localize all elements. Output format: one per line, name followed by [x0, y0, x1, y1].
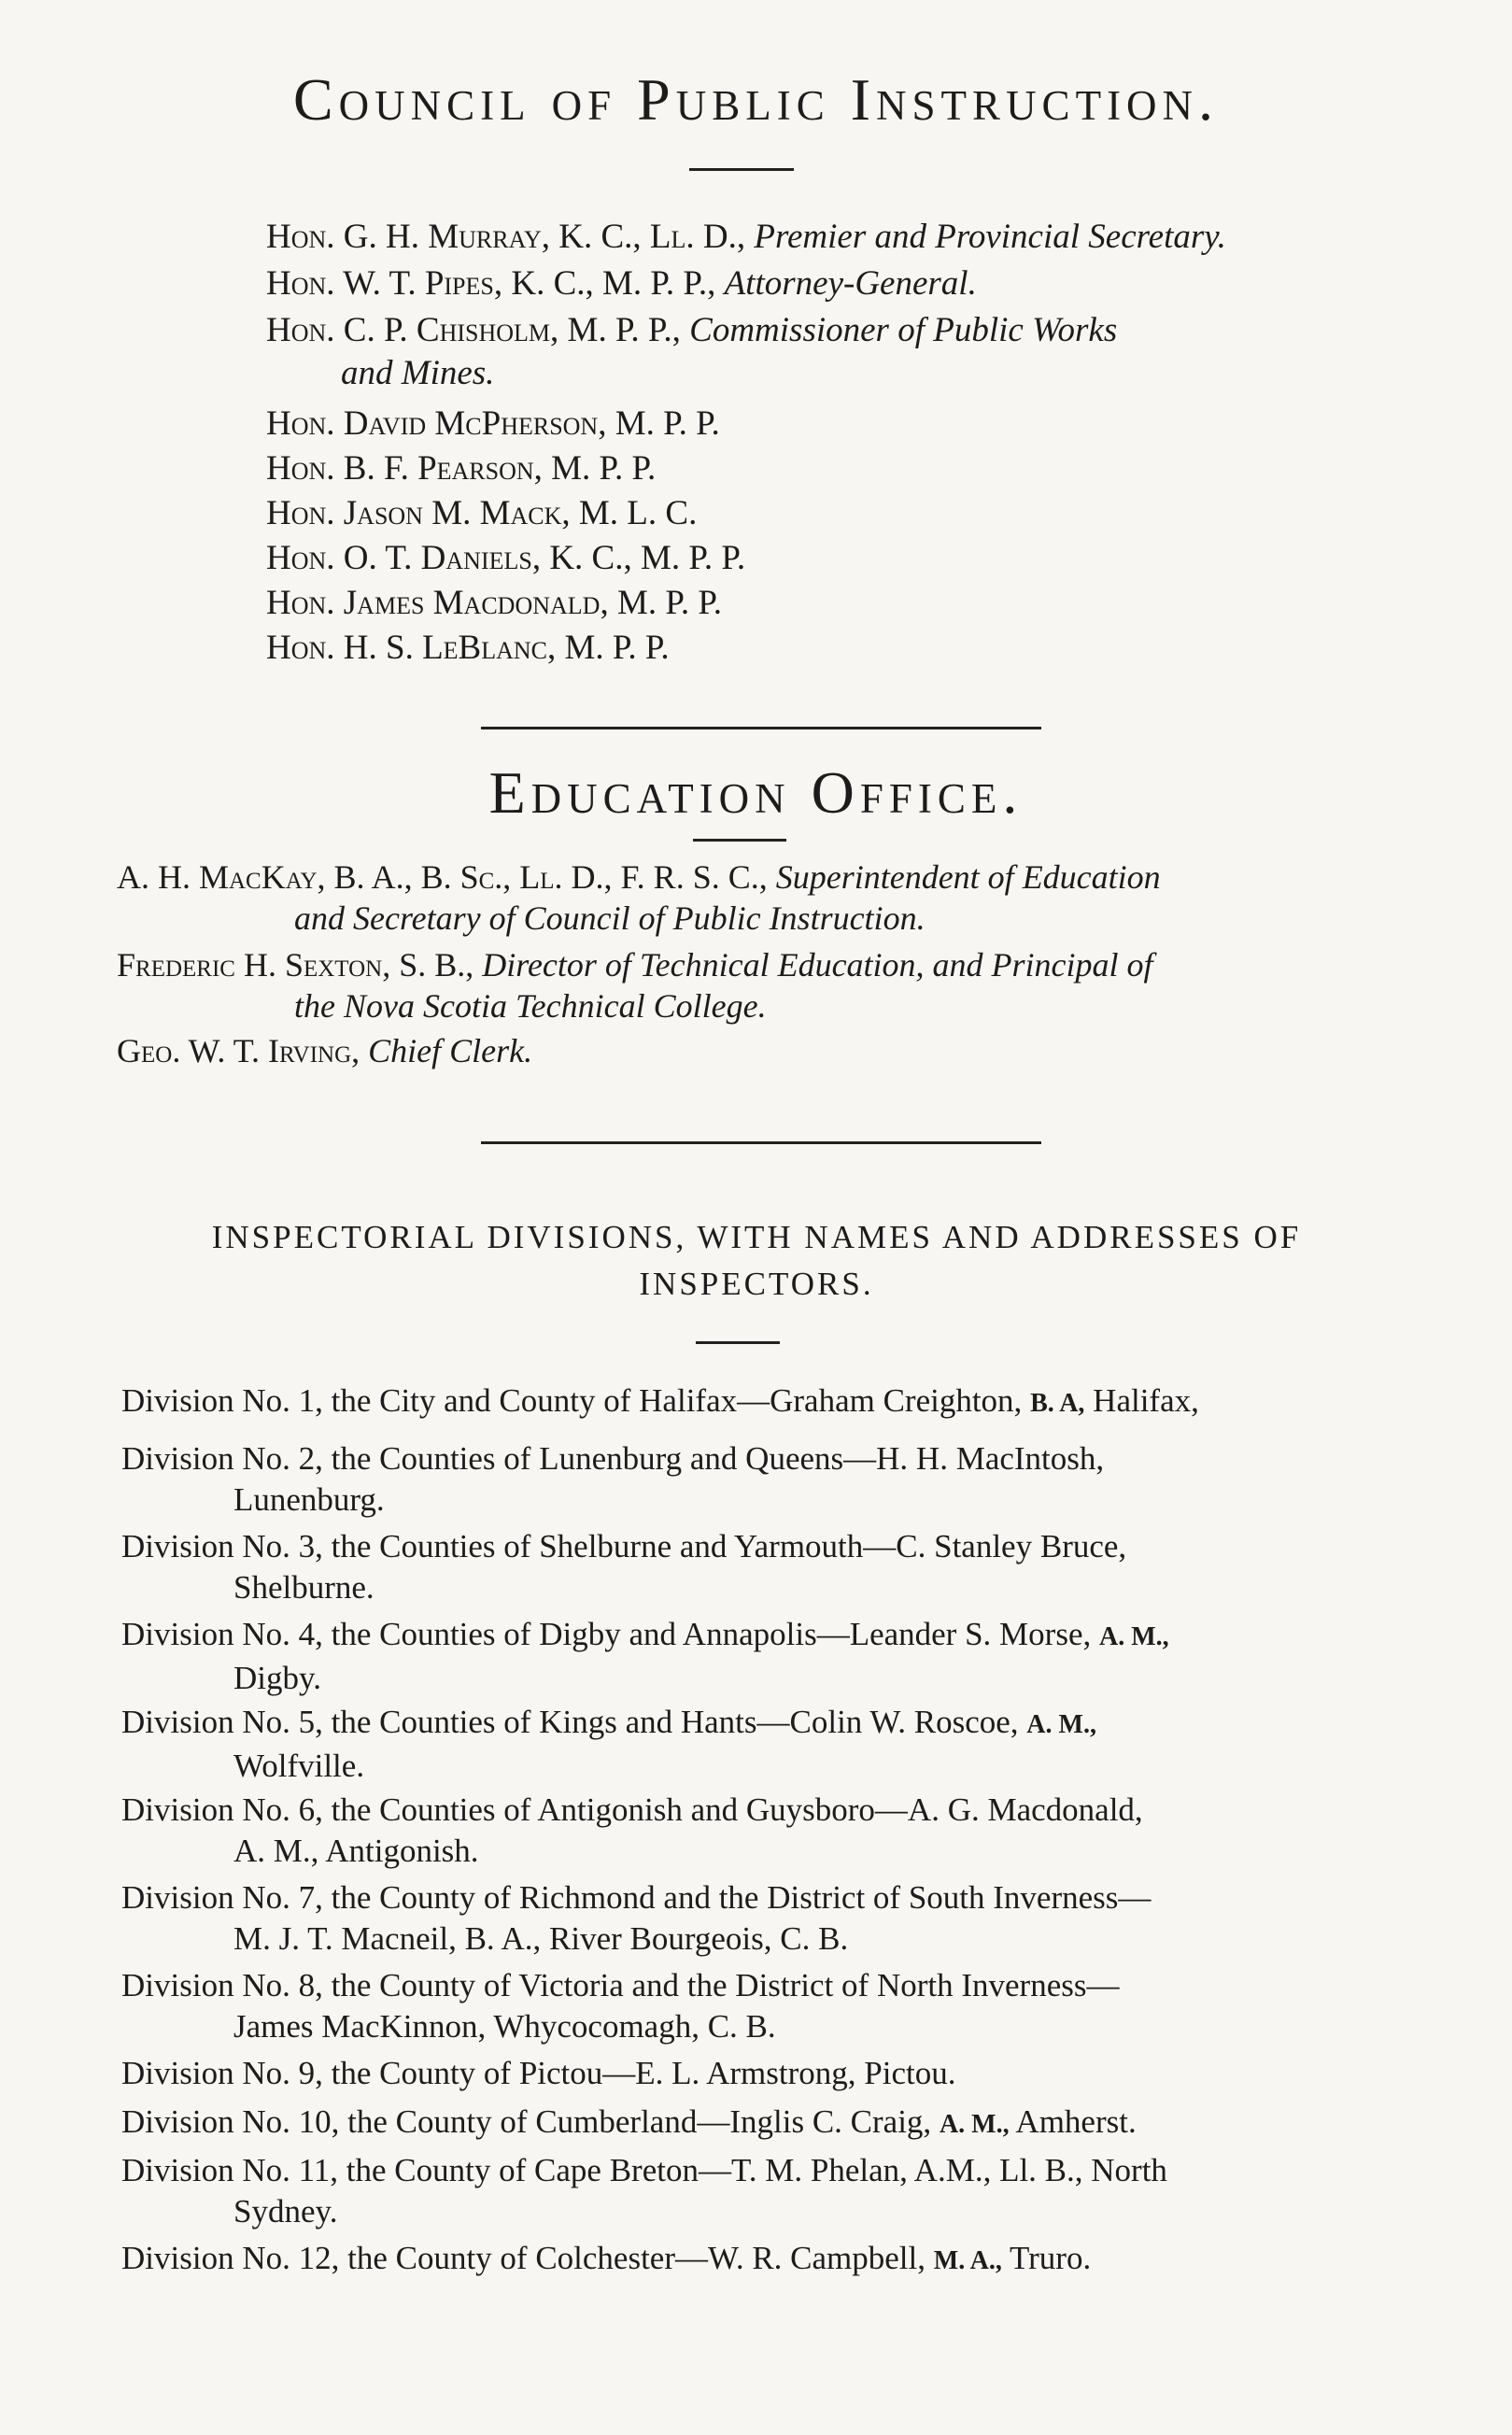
division-entry: Division No. 5, the Counties of Kings and Hants—Colin W. Roscoe, A. M., Wolfville. — [121, 1704, 1096, 1784]
council-member: Hon. H. S. LeBlanc, M. P. P. — [266, 629, 670, 667]
divider-long — [481, 727, 1041, 729]
division-entry: Division No. 6, the Counties of Antigonish and Guysboro—A. G. Macdonald, A. M., Antigonish. — [121, 1791, 1143, 1869]
staff-entry: Frederic H. Sexton, S. B., Director of Technical Education, and Principal of — [117, 946, 1153, 984]
council-title: Council of Public Instruction. — [292, 66, 1220, 133]
divider-short — [693, 839, 786, 842]
divider-long — [481, 1141, 1041, 1144]
division-entry: Division No. 12, the County of Colchester—W. R. Campbell, M. A., Truro. — [121, 2240, 1092, 2276]
division-entry: Division No. 10, the County of Cumberland—Inglis C. Craig, A. M., Amherst. — [121, 2103, 1137, 2140]
divider-short — [689, 168, 794, 171]
division-entry: Division No. 1, the City and County of Halifax—Graham Creighton, B. A, Halifax, — [121, 1382, 1199, 1419]
division-entry: Division No. 8, the County of Victoria and the District of North Inverness— James MacKinnon, Whycocomagh, C. B. — [121, 1967, 1120, 2045]
staff-role-continued: the Nova Scotia Technical College. — [294, 987, 767, 1025]
division-entry: Division No. 9, the County of Pictou—E. L. Armstrong, Pictou. — [121, 2055, 956, 2091]
council-member: Hon. G. H. Murray, K. C., Ll. D., Premier and Provincial Secretary. — [266, 218, 1226, 256]
education-office-title: Education Office. — [488, 759, 1024, 826]
council-member: Hon. Jason M. Mack, M. L. C. — [266, 494, 698, 532]
council-member: Hon. B. F. Pearson, M. P. P. — [266, 449, 657, 488]
council-member: Hon. James Macdonald, M. P. P. — [266, 584, 723, 622]
staff-entry: Geo. W. T. Irving, Chief Clerk. — [117, 1032, 533, 1069]
staff-entry: A. H. MacKay, B. A., B. Sc., Ll. D., F. R. S. C., Superintendent of Education — [117, 858, 1161, 896]
inspectorial-heading: INSPECTORIAL DIVISIONS, WITH NAMES AND ADDRESSES OF INSPECTORS. — [211, 1219, 1302, 1302]
council-member-role-continued: and Mines. — [341, 354, 495, 392]
divider-short — [696, 1341, 780, 1344]
council-member: Hon. W. T. Pipes, K. C., M. P. P., Attorney-General. — [266, 264, 977, 303]
staff-role-continued: and Secretary of Council of Public Instruction. — [294, 899, 926, 937]
council-member: Hon. C. P. Chisholm, M. P. P., Commissioner of Public Works — [266, 311, 1118, 349]
council-member: Hon. David McPherson, M. P. P. — [266, 404, 720, 443]
division-entry: Division No. 11, the County of Cape Breton—T. M. Phelan, A.M., Ll. B., North Sydney. — [121, 2152, 1167, 2230]
division-entry: Division No. 2, the Counties of Lunenburg and Queens—H. H. MacIntosh, Lunenburg. — [121, 1440, 1105, 1518]
council-member: Hon. O. T. Daniels, K. C., M. P. P. — [266, 539, 746, 577]
division-entry: Division No. 7, the County of Richmond and the District of South Inverness— M. J. T. Macneil, B. A., River Bourgeois, C. B. — [121, 1879, 1152, 1957]
division-entry: Division No. 3, the Counties of Shelburne and Yarmouth—C. Stanley Bruce, Shelburne. — [121, 1528, 1127, 1606]
division-entry: Division No. 4, the Counties of Digby and Annapolis—Leander S. Morse, A. M., Digby. — [121, 1616, 1169, 1696]
